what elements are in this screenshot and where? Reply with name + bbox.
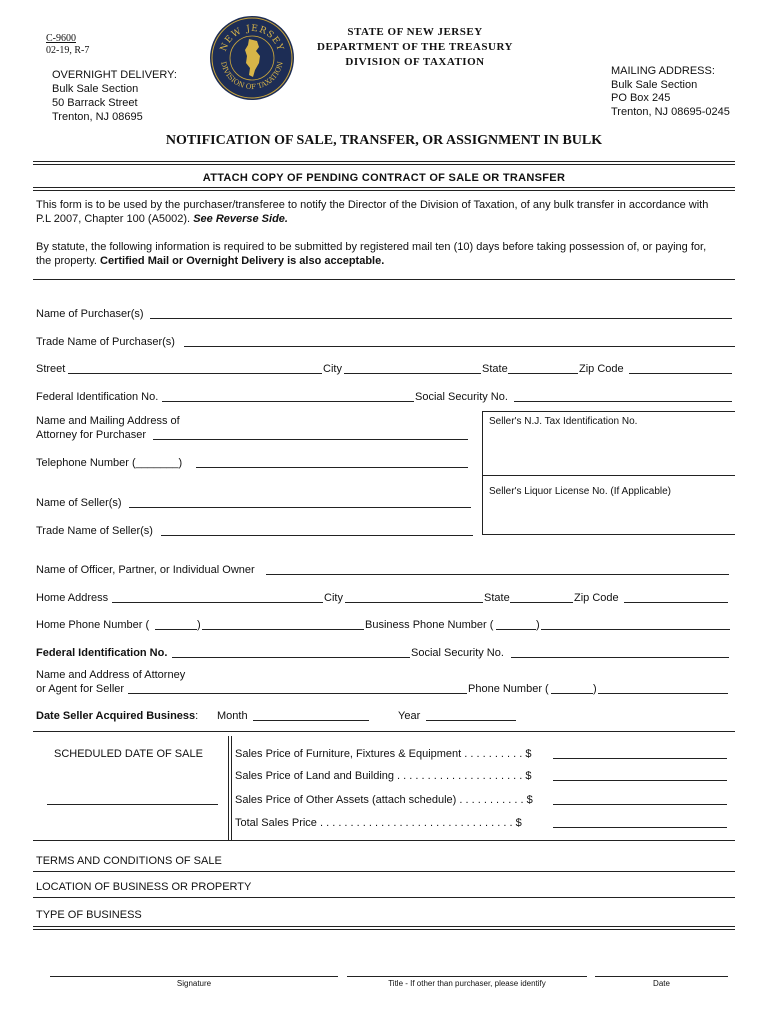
seller-attorney-phone-close: ) (593, 683, 597, 695)
seller-trade-name-field[interactable] (161, 522, 473, 536)
certified-mail-note: Certified Mail or Overnight Delivery is also acceptable. (100, 255, 385, 267)
purchaser-state-label: State (482, 363, 508, 375)
purchaser-zip-label: Zip Code (579, 363, 624, 375)
seller-attorney-phone-label: Phone Number ( (468, 683, 549, 695)
purchaser-fed-id-field[interactable] (162, 388, 414, 402)
divider (33, 279, 735, 280)
overnight-line3: Trenton, NJ 08695 (52, 111, 143, 123)
seller-state-field[interactable] (510, 589, 573, 603)
date-label: Date (653, 979, 670, 988)
form-number: C-9600 (46, 33, 76, 44)
purchaser-attorney-label-2: Attorney for Purchaser (36, 429, 147, 441)
purchaser-city-label: City (323, 363, 342, 375)
seller-attorney-label-1: Name and Address of Attorney (36, 669, 186, 681)
purchaser-attorney-field[interactable] (153, 426, 468, 440)
seller-state-label: State (484, 592, 510, 604)
intro-p2-line1: By statute, the following information is required to be submitted by registered mail ten (10) days before taking possession of, or paying for, (36, 241, 707, 253)
seller-fed-id-label: Federal Identification No. (36, 647, 168, 659)
seller-attorney-label-2: or Agent for Seller (36, 683, 125, 695)
furniture-price-field[interactable] (553, 745, 727, 759)
purchaser-attorney-label-1: Name and Mailing Address of (36, 415, 180, 427)
divider (33, 187, 735, 191)
land-price-field[interactable] (553, 767, 727, 781)
seller-ssn-field[interactable] (511, 644, 729, 658)
purchaser-telephone-field[interactable] (196, 454, 468, 468)
officer-name-label: Name of Officer, Partner, or Individual Owner (36, 564, 255, 576)
purchaser-ssn-label: Social Security No. (415, 391, 508, 403)
terms-label: TERMS AND CONDITIONS OF SALE (36, 855, 222, 867)
seller-business-phone-area[interactable] (496, 616, 536, 630)
seller-liquor-license-label: Seller's Liquor License No. (If Applicable) (489, 486, 672, 497)
location-label: LOCATION OF BUSINESS OR PROPERTY (36, 881, 252, 893)
seller-business-phone-close: ) (536, 619, 540, 631)
mailing-line2: PO Box 245 (611, 92, 671, 104)
overnight-heading: OVERNIGHT DELIVERY: (52, 69, 177, 81)
acquired-year-label: Year (398, 710, 421, 722)
title-field[interactable] (347, 963, 587, 977)
seller-business-phone-label: Business Phone Number ( (365, 619, 494, 631)
acquired-month-field[interactable] (253, 707, 369, 721)
header-state: STATE OF NEW JERSEY (347, 26, 483, 38)
mailing-line1: Bulk Sale Section (611, 79, 698, 91)
title-label: Title - If other than purchaser, please identify (388, 979, 546, 988)
purchaser-name-field[interactable] (150, 305, 732, 319)
purchaser-street-field[interactable] (68, 360, 322, 374)
header-division: DIVISION OF TAXATION (345, 56, 485, 68)
mailing-line3: Trenton, NJ 08695-0245 (611, 106, 730, 118)
mailing-heading: MAILING ADDRESS: (611, 65, 715, 77)
location-field[interactable] (33, 897, 735, 898)
officer-name-field[interactable] (266, 561, 729, 575)
seller-home-address-field[interactable] (112, 589, 323, 603)
seller-business-phone-field[interactable] (541, 616, 730, 630)
acquired-month-label: Month (217, 710, 248, 722)
seller-city-label: City (324, 592, 343, 604)
purchaser-telephone-label: Telephone Number (_______) (36, 457, 183, 469)
seller-name-label: Name of Seller(s) (36, 497, 122, 509)
seller-tax-id-field[interactable] (483, 420, 735, 476)
seal-text-top: NEW JERSEY (218, 23, 286, 53)
acquired-text: Date Seller Acquired Business (36, 710, 196, 722)
acquired-label (36, 710, 198, 723)
purchaser-trade-name-field[interactable] (184, 333, 735, 347)
intro-p2-line2 (36, 255, 384, 268)
form-title: NOTIFICATION OF SALE, TRANSFER, OR ASSIGNMENT IN BULK (165, 133, 603, 148)
purchaser-state-field[interactable] (508, 360, 578, 374)
total-price-label: Total Sales Price . . . . . . . . . . . . . . . . . . . . . . . . . . . . . . . . $ (235, 817, 522, 829)
other-assets-price-field[interactable] (553, 791, 727, 805)
intro-p2-text: the property. (36, 255, 97, 267)
divider (33, 840, 735, 841)
purchaser-ssn-field[interactable] (514, 388, 732, 402)
seller-trade-name-label: Trade Name of Seller(s) (36, 525, 153, 537)
form-revision: 02-19, R-7 (46, 45, 90, 56)
acquired-year-field[interactable] (426, 707, 516, 721)
other-assets-price-label: Sales Price of Other Assets (attach schedule) . . . . . . . . . . . $ (235, 794, 533, 806)
acquired-colon: : (195, 710, 199, 722)
purchaser-zip-field[interactable] (629, 360, 732, 374)
seller-attorney-phone-field[interactable] (598, 680, 728, 694)
nj-seal-logo (209, 15, 295, 101)
seller-home-phone-area[interactable] (155, 616, 197, 630)
divider (33, 731, 735, 732)
seller-home-phone-field[interactable] (202, 616, 364, 630)
seller-zip-field[interactable] (624, 589, 728, 603)
purchaser-fed-id-label: Federal Identification No. (36, 391, 159, 403)
land-price-label: Sales Price of Land and Building . . . . . . . . . . . . . . . . . . . . . $ (235, 770, 532, 782)
signature-field[interactable] (50, 963, 338, 977)
seller-home-phone-label: Home Phone Number ( (36, 619, 150, 631)
purchaser-name-label: Name of Purchaser(s) (36, 308, 144, 320)
seller-name-field[interactable] (129, 494, 471, 508)
overnight-line1: Bulk Sale Section (52, 83, 139, 95)
header-department: DEPARTMENT OF THE TREASURY (317, 41, 513, 53)
intro-p1-line1: This form is to be used by the purchaser/transferee to notify the Director of the Division of Taxation, of any bulk transfer in accordance with (36, 199, 709, 211)
type-of-business-label: TYPE OF BUSINESS (36, 909, 142, 921)
seller-attorney-phone-area[interactable] (551, 680, 593, 694)
date-field[interactable] (595, 963, 728, 977)
type-of-business-field[interactable] (33, 926, 735, 930)
seller-home-address-label: Home Address (36, 592, 109, 604)
purchaser-city-field[interactable] (344, 360, 481, 374)
purchaser-street-label: Street (36, 363, 66, 375)
intro-p1-text: P.L 2007, Chapter 100 (A5002). (36, 213, 191, 225)
signature-label: Signature (176, 979, 212, 988)
seller-city-field[interactable] (345, 589, 483, 603)
overnight-line2: 50 Barrack Street (52, 97, 138, 109)
divider (33, 161, 735, 165)
attach-notice: ATTACH COPY OF PENDING CONTRACT OF SALE OR TRANSFER (202, 172, 566, 184)
furniture-price-label: Sales Price of Furniture, Fixtures & Equipment . . . . . . . . . . $ (235, 748, 532, 760)
total-price-field[interactable] (553, 814, 727, 828)
terms-field[interactable] (33, 871, 735, 872)
seller-zip-label: Zip Code (574, 592, 619, 604)
scheduled-date-label: SCHEDULED DATE OF SALE (54, 748, 203, 760)
intro-p1-line2 (36, 213, 288, 226)
seller-tax-id-label: Seller's N.J. Tax Identification No. (489, 416, 638, 427)
see-reverse: See Reverse Side. (193, 213, 288, 225)
sale-column-divider (228, 736, 232, 840)
scheduled-date-field[interactable] (47, 791, 218, 805)
seller-fed-id-field[interactable] (172, 644, 410, 658)
seal-text-bottom: DIVISION OF TAXATION (219, 60, 285, 92)
purchaser-trade-name-label: Trade Name of Purchaser(s) (36, 336, 175, 348)
seller-ssn-label: Social Security No. (411, 647, 504, 659)
seller-attorney-field[interactable] (128, 680, 467, 694)
seller-home-phone-close: ) (197, 619, 201, 631)
